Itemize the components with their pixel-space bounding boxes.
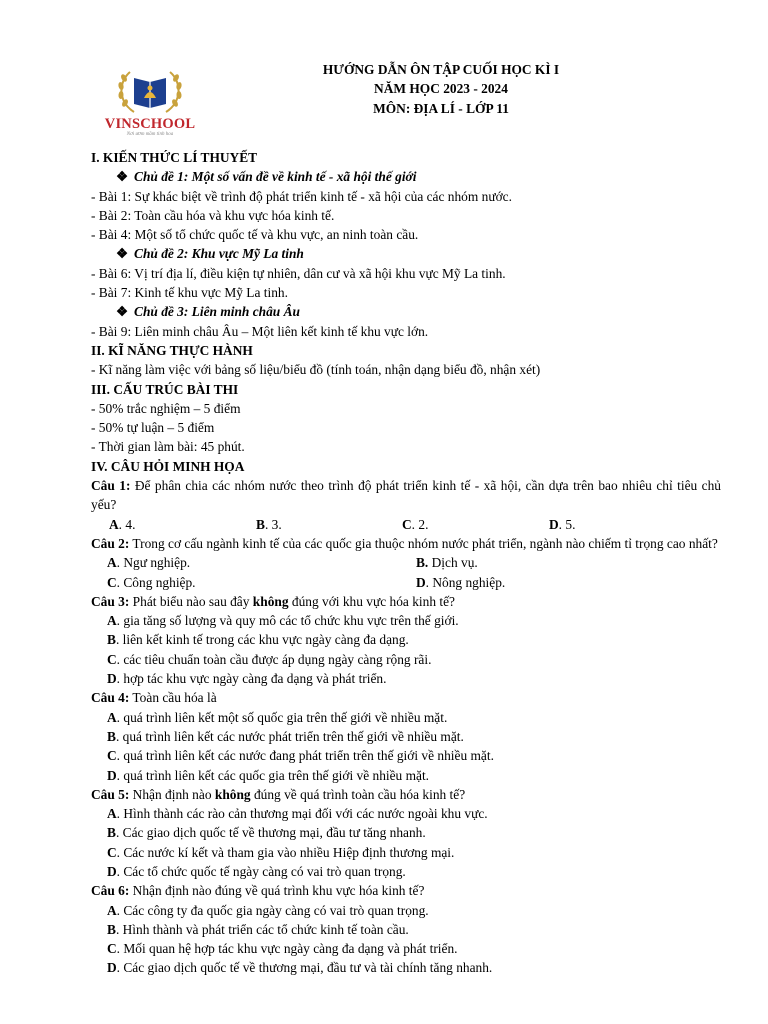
- skill-item: - Kĩ năng làm việc với bảng số liệu/biểu đồ (tính toán, nhận dạng biểu đồ, nhận xét): [91, 362, 541, 378]
- answer-option-a: A. Ngư nghiệp.: [107, 555, 191, 571]
- lesson-item: - Bài 6: Vị trí địa lí, điều kiện tự nhiên, dân cư và xã hội khu vực Mỹ La tinh.: [91, 265, 506, 281]
- answer-options-row: [91, 573, 721, 592]
- answer-option-a: A. Các công ty đa quốc gia ngày càng có vai trò quan trọng.: [107, 902, 429, 918]
- answer-option-d: D. Các tổ chức quốc tế ngày càng có vai trò quan trọng.: [107, 863, 406, 879]
- answer-option-a: A. Hình thành các rào cản thương mại đối với các nước ngoài khu vực.: [107, 806, 488, 822]
- structure-item: - 50% tự luận – 5 điểm: [91, 420, 215, 436]
- question-label: Câu 1:: [91, 478, 131, 494]
- topic-heading: [91, 302, 721, 321]
- answer-option-d: D. quá trình liên kết các quốc gia trên thế giới về nhiều mặt.: [107, 767, 430, 783]
- document-body: [91, 148, 721, 978]
- question-5: [91, 785, 721, 804]
- answer-option-b: B. Hình thành và phát triển các tổ chức kinh tế toàn cầu.: [107, 921, 409, 937]
- document-header: [300, 60, 582, 118]
- topic-title: Chủ đề 2: Khu vực Mỹ La tinh: [134, 246, 304, 262]
- answer-option-c: C. 2.: [402, 516, 429, 532]
- answer-option-b: B. Dịch vụ.: [416, 555, 478, 571]
- question-label: Câu 3:: [91, 593, 130, 609]
- answer-option-b: B. 3.: [256, 516, 282, 532]
- question-text: Phát biểu nào sau đây: [129, 593, 253, 609]
- question-text: Trong cơ cấu ngành kinh tế của các quốc gia thuộc nhóm nước phát triển, ngành nào chiếm tỉ trọng cao nhất?: [129, 535, 718, 551]
- question-text: Để phân chia các nhóm nước theo trình độ phát triển kinh tế - xã hội, cần dựa trên bao nhiêu chỉ tiêu chủ yếu?: [91, 478, 721, 513]
- answer-option-c: C. Các nước kí kết và tham gia vào nhiều Hiệp định thương mại.: [107, 844, 455, 860]
- question-text: Toàn cầu hóa là: [129, 690, 217, 706]
- header-subject: MÔN: ĐỊA LÍ - LỚP 11: [373, 100, 509, 116]
- diamond-bullet-icon: ❖: [116, 304, 129, 320]
- logo-name: VINSCHOOL: [104, 116, 196, 132]
- question-3: [91, 592, 721, 611]
- header-school-year: NĂM HỌC 2023 - 2024: [374, 81, 508, 97]
- topic-heading: [91, 244, 721, 263]
- answer-option-c: C. Mối quan hệ hợp tác khu vực ngày càng đa dạng và phát triển.: [107, 941, 458, 957]
- lesson-item: - Bài 7: Kinh tế khu vực Mỹ La tinh.: [91, 285, 288, 301]
- question-2: [91, 534, 721, 553]
- answer-option-b: B. Các giao dịch quốc tế về thương mại, đầu tư tăng nhanh.: [107, 825, 426, 841]
- question-emphasis: không: [252, 593, 289, 609]
- question-label: Câu 2:: [91, 535, 130, 551]
- diamond-bullet-icon: ❖: [116, 246, 129, 262]
- answer-option-c: C. Công nghiệp.: [107, 574, 196, 590]
- section-title: II. KĨ NĂNG THỰC HÀNH: [91, 342, 253, 358]
- school-logo: [100, 64, 200, 136]
- question-text: Nhận định nào: [129, 786, 215, 802]
- question-label: Câu 6:: [91, 883, 130, 899]
- book-laurel-logo-icon: [100, 64, 200, 116]
- answer-option-d: D. Nông nghiệp.: [416, 574, 506, 590]
- question-emphasis: không: [214, 786, 251, 802]
- section-title: I. KIẾN THỨC LÍ THUYẾT: [91, 150, 258, 165]
- lesson-item: - Bài 9: Liên minh châu Âu – Một liên kết kinh tế khu vực lớn.: [91, 323, 429, 339]
- answer-option-b: B. liên kết kinh tế trong các khu vực ngày càng đa dạng.: [107, 632, 409, 648]
- structure-item: - Thời gian làm bài: 45 phút.: [91, 439, 245, 455]
- question-1: [91, 476, 721, 515]
- answer-option-a: A. quá trình liên kết một số quốc gia trên thế giới về nhiều mặt.: [107, 709, 448, 725]
- question-text: đúng về quá trình toàn cầu hóa kinh tế?: [250, 786, 466, 802]
- answer-option-a: A. gia tăng số lượng và quy mô các tổ chức khu vực trên thế giới.: [107, 613, 459, 629]
- question-label: Câu 5:: [91, 786, 130, 802]
- answer-options-row: [91, 553, 721, 572]
- diamond-bullet-icon: ❖: [116, 169, 129, 185]
- question-4: [91, 688, 721, 707]
- topic-title: Chủ đề 1: Một số vấn đề về kinh tế - xã hội thế giới: [134, 169, 417, 185]
- answer-option-c: C. quá trình liên kết các nước đang phát triển trên thế giới về nhiều mặt.: [107, 748, 494, 764]
- section-title: III. CẤU TRÚC BÀI THI: [91, 381, 239, 397]
- answer-options-row: [91, 515, 721, 534]
- answer-option-c: C. các tiêu chuẩn toàn cầu được áp dụng ngày càng rộng rãi.: [107, 651, 432, 667]
- question-6: [91, 881, 721, 900]
- question-label: Câu 4:: [91, 690, 130, 706]
- answer-option-d: D. Các giao dịch quốc tế về thương mại, đầu tư và tài chính tăng nhanh.: [107, 960, 493, 976]
- lesson-item: - Bài 4: Một số tổ chức quốc tế và khu vực, an ninh toàn cầu.: [91, 227, 419, 243]
- logo-tagline: Nơi ươm mầm tinh hoa: [126, 132, 174, 137]
- topic-title: Chủ đề 3: Liên minh châu Âu: [134, 304, 300, 320]
- header-title: HƯỚNG DẪN ÔN TẬP CUỐI HỌC KÌ I: [322, 62, 560, 77]
- section-title: IV. CÂU HỎI MINH HỌA: [91, 458, 245, 474]
- answer-option-b: B. quá trình liên kết các nước phát triển trên thế giới về nhiều mặt.: [107, 728, 464, 744]
- topic-heading: [91, 167, 721, 186]
- question-text: đúng với khu vực hóa kinh tế?: [288, 593, 455, 609]
- lesson-item: - Bài 2: Toàn cầu hóa và khu vực hóa kinh tế.: [91, 207, 335, 223]
- lesson-item: - Bài 1: Sự khác biệt về trình độ phát triển kinh tế - xã hội của các nhóm nước.: [91, 188, 512, 204]
- answer-option-d: D. 5.: [549, 516, 576, 532]
- structure-item: - 50% trắc nghiệm – 5 điểm: [91, 400, 241, 416]
- answer-option-d: D. hợp tác khu vực ngày càng đa dạng và phát triển.: [107, 671, 387, 687]
- question-text: Nhận định nào đúng về quá trình khu vực hóa kinh tế?: [129, 883, 425, 899]
- answer-option-a: A. 4.: [109, 516, 136, 532]
